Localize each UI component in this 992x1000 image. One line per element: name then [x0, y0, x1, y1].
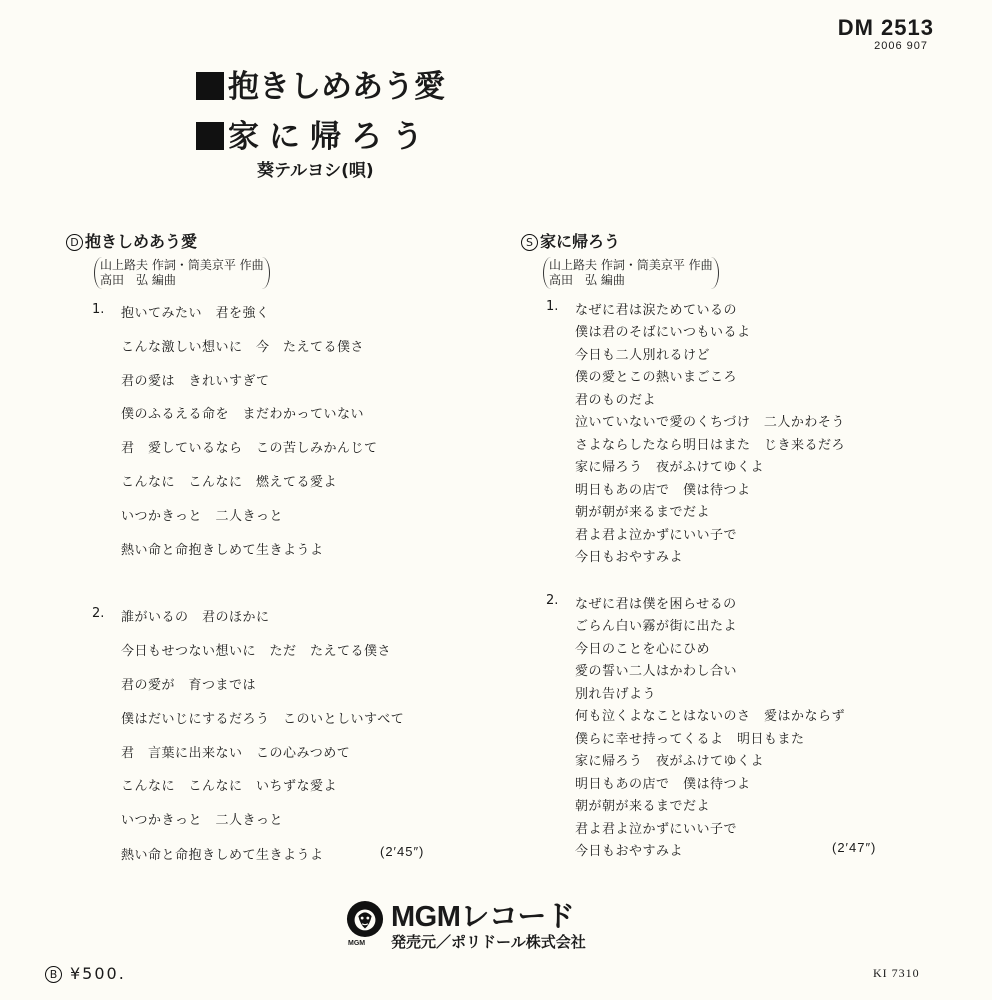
- lyric-line: いつかきっと 二人きっと: [121, 509, 284, 524]
- lyric-line: 今日もせつない想いに ただ たえてる僕さ: [121, 644, 392, 659]
- lyric-line: 抱いてみたい 君を強く: [121, 306, 270, 321]
- catalog-number: DM 2513: [837, 15, 934, 40]
- credits-a: [94, 257, 270, 289]
- verse-number: 2.: [546, 593, 559, 608]
- label-name: MGMレコード: [391, 901, 575, 933]
- main-title-2: 家に帰ろう: [196, 112, 445, 162]
- song-title-b: [521, 229, 620, 252]
- lyric-line: なぜに君は僕を困らせるの: [575, 597, 737, 612]
- lyric-line: 朝が朝が来るまでだよ: [575, 799, 711, 814]
- song-title-a-text: 抱きしめあう愛: [85, 232, 198, 251]
- lyric-line: 君よ君よ泣かずにいい子で: [575, 822, 738, 837]
- side-mark-d: D: [66, 234, 83, 251]
- logo-caption: MGM: [348, 940, 366, 947]
- lyric-line: こんなに こんなに いちずな愛よ: [121, 779, 338, 794]
- lyric-line: 明日もあの店で 僕は待つよ: [575, 777, 751, 792]
- lyric-line: 熱い命と命抱きしめて生きようよ: [121, 848, 324, 863]
- lyric-line: なぜに君は涙ためているの: [575, 303, 738, 318]
- lyric-line: 朝が朝が来るまでだよ: [575, 505, 711, 520]
- credits-a-line-2: 高田 弘 編曲: [100, 273, 176, 287]
- product-code: KI 7310: [873, 966, 920, 980]
- lyric-line: 僕らに幸せ持ってくるよ 明日もまた: [575, 732, 805, 747]
- lyric-line: 君のものだよ: [575, 393, 657, 408]
- verse-number: 1.: [546, 299, 559, 314]
- lyric-line: 何も泣くよなことはないのさ 愛はかならず: [575, 709, 846, 724]
- credits-b-line-1: 山上路夫 作詞・筒美京平 作曲: [549, 258, 713, 272]
- lyric-line: 今日のことを心にひめ: [575, 642, 711, 657]
- lyric-line: こんな激しい想いに 今 たえてる僕さ: [121, 340, 365, 355]
- lyric-line: こんなに こんなに 燃えてる愛よ: [121, 475, 338, 490]
- lyric-line: 僕はだいじにするだろう このいとしいすべて: [121, 712, 405, 727]
- square-bullet-icon: [196, 122, 224, 150]
- price-mark: B: [45, 966, 62, 983]
- lyric-line: 別れ告げよう: [575, 687, 657, 702]
- lyric-line: 家に帰ろう 夜がふけてゆくよ: [575, 460, 765, 475]
- lyric-line: 明日もあの店で 僕は待つよ: [575, 483, 751, 498]
- credits-b-line-2: 高田 弘 編曲: [549, 273, 625, 287]
- price-text: ¥500.: [70, 964, 126, 983]
- lyric-line: いつかきっと 二人きっと: [121, 813, 284, 828]
- lyric-line: 今日もおやすみよ: [575, 844, 684, 859]
- lyric-line: 君よ君よ泣かずにいい子で: [575, 528, 738, 543]
- lyric-line: 誰がいるの 君のほかに: [121, 610, 270, 625]
- lyric-line: 家に帰ろう 夜がふけてゆくよ: [575, 754, 765, 769]
- lyric-line: 熱い命と命抱きしめて生きようよ: [121, 543, 324, 558]
- duration-b: (2′47″): [832, 840, 877, 855]
- duration-a: (2′45″): [380, 844, 425, 859]
- main-title-1: 抱きしめあう愛: [196, 62, 445, 112]
- lyric-line: 僕は君のそばにいつもいるよ: [575, 325, 751, 340]
- lyric-line: 君 言葉に出来ない この心みつめて: [121, 746, 351, 761]
- verse-number: 1.: [92, 302, 105, 317]
- lyric-line: ごらん白い霧が街に出たよ: [575, 619, 738, 634]
- catalog-block: [838, 16, 934, 52]
- lyric-line: 君の愛が 育つまでは: [121, 678, 257, 693]
- lyric-line: 君 愛しているなら この苦しみかんじて: [121, 441, 378, 456]
- lyric-line: 君の愛は きれいすぎて: [121, 374, 270, 389]
- song-title-a: [66, 229, 197, 252]
- main-titles: [196, 62, 445, 162]
- square-bullet-icon: [196, 72, 224, 100]
- lyric-line: 愛の誓い二人はかわし合い: [575, 664, 738, 679]
- credits-a-line-1: 山上路夫 作詞・筒美京平 作曲: [100, 258, 264, 272]
- lyric-line: 今日もおやすみよ: [575, 550, 684, 565]
- song-title-b-text: 家に帰ろう: [540, 232, 621, 251]
- side-mark-s: S: [521, 234, 538, 251]
- distributor: 発売元／ポリドール株式会社: [391, 933, 586, 951]
- lyric-line: 僕のふるえる命を まだわかっていない: [121, 407, 365, 422]
- catalog-sub-number: 2006 907: [874, 40, 928, 52]
- lyric-line: 今日も二人別れるけど: [575, 348, 711, 363]
- artist-credit: 葵テルヨシ(唄): [257, 161, 374, 181]
- lyric-line: 僕の愛とこの熱いまごころ: [575, 370, 738, 385]
- lyric-line: 泣いていないで愛のくちづけ 二人かわそう: [575, 415, 845, 430]
- verse-number: 2.: [92, 606, 105, 621]
- price: [45, 964, 126, 983]
- lyric-line: さよならしたなら明日はまた じき来るだろ: [575, 438, 846, 453]
- mgm-lion-logo: [346, 900, 384, 942]
- lion-icon: [346, 900, 384, 938]
- credits-b: [543, 257, 719, 289]
